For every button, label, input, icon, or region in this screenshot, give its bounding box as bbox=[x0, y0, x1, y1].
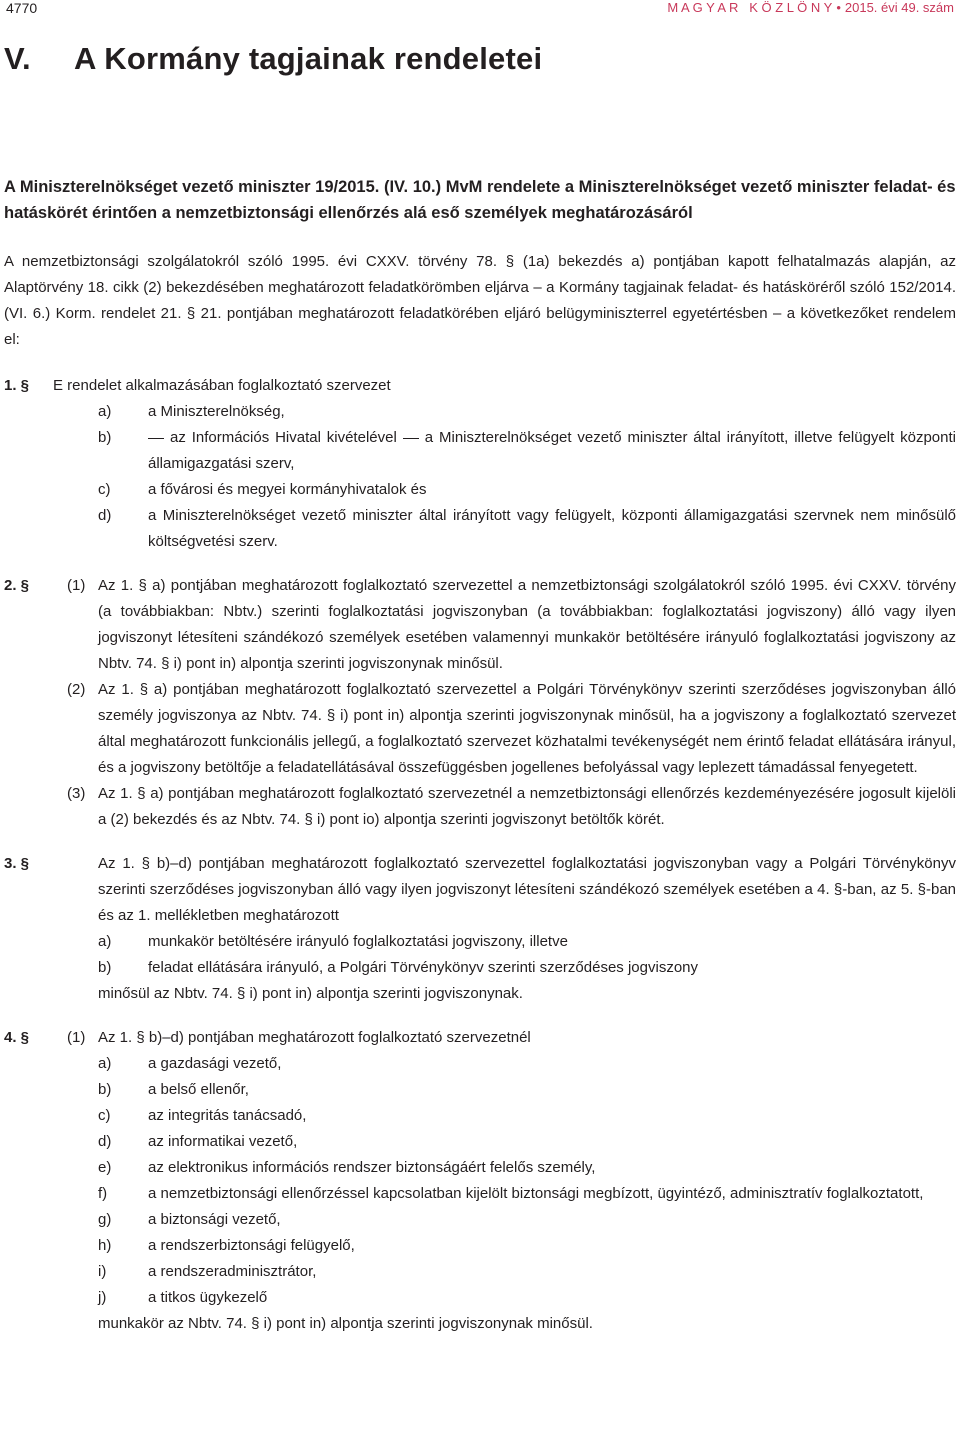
section-intro: Az 1. § b)–d) pontjában meghatározott foglalkoztató szervezettel foglalkoztatási jogviszonyban vagy a Polgári Törvénykönyv szerinti szerződéses jogviszonyban álló vagy ilyen jogviszonyt létesíteni szándékozó személyek esetében a 4. §-ban, az 5. §-ban és az 1. mellékletben meghatározott bbox=[98, 855, 956, 924]
paragraph bbox=[67, 1025, 956, 1051]
item-text: a fővárosi és megyei kormányhivatalok és bbox=[148, 481, 427, 498]
item-label: a) bbox=[98, 403, 112, 420]
item-label: b) bbox=[98, 429, 112, 446]
item-label: a) bbox=[98, 933, 112, 950]
item-list bbox=[98, 1051, 956, 1311]
section-body bbox=[53, 373, 956, 555]
list-item bbox=[98, 477, 956, 503]
chapter-number: V. bbox=[4, 41, 31, 76]
section-3 bbox=[4, 851, 956, 1007]
list-item bbox=[98, 1051, 956, 1077]
item-label: g) bbox=[98, 1211, 112, 1228]
section-intro: E rendelet alkalmazásában foglalkoztató szervezet bbox=[53, 377, 391, 394]
list-item bbox=[98, 1285, 956, 1311]
item-label: f) bbox=[98, 1185, 108, 1202]
item-text: feladat ellátására irányuló, a Polgári Törvénykönyv szerinti szerződéses jogviszony bbox=[148, 959, 698, 976]
page-number: 4770 bbox=[6, 0, 38, 16]
decree-preamble: A nemzetbiztonsági szolgálatokról szóló 1995. évi CXXV. törvény 78. § (1a) bekezdés a) pontjában kapott felhatalmazás alapján, az Alaptörvény 18. cikk (2) bekezdésében meghatározott feladatkörömben eljárva – a Kormány tagjainak feladat- és hatásköréről szóló 152/2014. (VI. 6.) Korm. rendelet 21. § 21. pontjában meghatározott feladatkörében eljáró belügyminiszterrel egyetértésben – a következőket rendelem el: bbox=[4, 253, 956, 348]
item-text: a biztonsági vezető, bbox=[148, 1211, 281, 1228]
list-item bbox=[98, 1077, 956, 1103]
paragraph-text: Az 1. § a) pontjában meghatározott foglalkoztató szervezettel a nemzetbiztonsági szolgálatokról szóló 1995. évi CXXV. törvény (a továbbiakban: Nbtv.) szerinti foglalkoztatási jogviszonyban (a továbbiakban: foglalkoztatási jogviszony) álló vagy ilyen jogviszonyt létesíteni szándékozó személyek esetében valamennyi munkakör betöltésére irányuló foglalkoztatási jogviszony az Nbtv. 74. § i) pont in) alpontja szerinti jogviszonynak minősül. bbox=[98, 577, 956, 672]
item-label: j) bbox=[98, 1289, 107, 1306]
decree-title: A Miniszterelnökséget vezető miniszter 19/2015. (IV. 10.) MvM rendelete a Miniszterelnökséget vezető miniszter feladat- és hatáskörét érintően a nemzetbiztonsági ellenőrzés alá eső személyek meghatározásáról bbox=[4, 178, 956, 222]
section-4 bbox=[4, 1025, 956, 1337]
section-number: 1. § bbox=[4, 377, 30, 394]
section-body bbox=[67, 1025, 956, 1337]
list-item bbox=[98, 1259, 956, 1285]
item-label: e) bbox=[98, 1159, 112, 1176]
list-item bbox=[98, 503, 956, 555]
item-text: a rendszeradminisztrátor, bbox=[148, 1263, 317, 1280]
section-1 bbox=[4, 373, 956, 555]
paragraph-text: Az 1. § b)–d) pontjában meghatározott foglalkoztató szervezetnél bbox=[98, 1029, 531, 1046]
item-label: a) bbox=[98, 1055, 112, 1072]
dash-icon bbox=[148, 438, 164, 439]
item-text: a Miniszterelnökség, bbox=[148, 403, 285, 420]
paragraph-number: (2) bbox=[67, 681, 86, 698]
item-label: b) bbox=[98, 959, 112, 976]
item-text: a nemzetbiztonsági ellenőrzéssel kapcsolatban kijelölt biztonsági megbízott, ügyintéző, adminisztratív foglalkoztatott, bbox=[148, 1185, 924, 1202]
item-label: h) bbox=[98, 1237, 112, 1254]
paragraph-text: Az 1. § a) pontjában meghatározott foglalkoztató szervezetnél a nemzetbiztonsági ellenőrzés kezdeményezésére jogosult kijelöli a (2) bekezdés és az Nbtv. 74. § i) pont io) alpontja szerinti jogviszonyt betöltők körét. bbox=[98, 785, 956, 828]
paragraph-number: (1) bbox=[67, 1029, 86, 1046]
dash-icon bbox=[403, 438, 419, 439]
item-text: az Információs Hivatal kivételével bbox=[170, 429, 397, 446]
section-outro: munkakör az Nbtv. 74. § i) pont in) alpontja szerinti jogviszonynak minősül. bbox=[98, 1315, 593, 1332]
list-item bbox=[98, 399, 956, 425]
section-body bbox=[67, 573, 956, 833]
chapter-title: A Kormány tagjainak rendeletei bbox=[74, 41, 543, 76]
list-item bbox=[98, 1233, 956, 1259]
item-text: munkakör betöltésére irányuló foglalkoztatási jogviszony, illetve bbox=[148, 933, 568, 950]
section-number: 3. § bbox=[4, 855, 30, 872]
section-body bbox=[98, 851, 956, 1007]
paragraph-text: Az 1. § a) pontjában meghatározott foglalkoztató szervezettel a Polgári Törvénykönyv szerinti szerződéses jogviszonyban álló személy jogviszonya az Nbtv. 74. § i) pont in) alpontja szerinti jogviszonynak minősül, ha a jogviszony a foglalkoztató szervezet által meghatározott funkcionális jellegű, a foglalkoztató szervezet közhatalmi tevékenységét nem érintő feladat ellátására irányul, és a jogviszony betöltője a feladatellátásával összefüggésben jogellenes befolyással vagy leplezett támadással fenyegetett. bbox=[98, 681, 956, 776]
item-text: az elektronikus információs rendszer biztonságáért felelős személy, bbox=[148, 1159, 596, 1176]
item-text: a Miniszterelnökséget vezető miniszter által irányított, illetve felügyelt központi államigazgatási szerv, bbox=[148, 429, 956, 472]
item-text: a Miniszterelnökséget vezető miniszter által irányított vagy felügyelt, központi államigazgatási szervnek nem minősülő költségvetési szerv. bbox=[148, 507, 956, 550]
list-item bbox=[98, 1129, 956, 1155]
item-label: d) bbox=[98, 507, 112, 524]
item-text: az informatikai vezető, bbox=[148, 1133, 298, 1150]
section-number: 4. § bbox=[4, 1029, 30, 1046]
paragraph bbox=[67, 573, 956, 677]
list-item bbox=[98, 1207, 956, 1233]
list-item bbox=[98, 425, 956, 477]
item-label: c) bbox=[98, 481, 111, 498]
item-label: b) bbox=[98, 1081, 112, 1098]
paragraph bbox=[67, 677, 956, 781]
list-item bbox=[98, 929, 956, 955]
item-text: a belső ellenőr, bbox=[148, 1081, 249, 1098]
section-2 bbox=[4, 573, 956, 833]
paragraph-number: (1) bbox=[67, 577, 86, 594]
item-text: a gazdasági vezető, bbox=[148, 1055, 282, 1072]
list-item bbox=[98, 1181, 956, 1207]
item-label: d) bbox=[98, 1133, 112, 1150]
page-header bbox=[0, 0, 960, 22]
list-item bbox=[98, 1155, 956, 1181]
paragraph-number: (3) bbox=[67, 785, 86, 802]
list-item bbox=[98, 955, 956, 981]
paragraph bbox=[67, 781, 956, 833]
chapter-heading bbox=[4, 41, 542, 77]
issue-number: 2015. évi 49. szám bbox=[844, 0, 954, 15]
section-number: 2. § bbox=[4, 577, 30, 594]
section-outro: minősül az Nbtv. 74. § i) pont in) alpontja szerinti jogviszonynak. bbox=[98, 985, 523, 1002]
item-text: az integritás tanácsadó, bbox=[148, 1107, 307, 1124]
item-text: a titkos ügykezelő bbox=[148, 1289, 268, 1306]
item-label: i) bbox=[98, 1263, 107, 1280]
list-item bbox=[98, 1103, 956, 1129]
journal-issue bbox=[667, 0, 954, 15]
bullet-icon: • bbox=[836, 0, 841, 15]
item-label: c) bbox=[98, 1107, 111, 1124]
item-text: a rendszerbiztonsági felügyelő, bbox=[148, 1237, 355, 1254]
document-body bbox=[4, 174, 956, 1337]
journal-name: M A G Y A R K Ö Z L Ö N Y bbox=[667, 0, 833, 15]
